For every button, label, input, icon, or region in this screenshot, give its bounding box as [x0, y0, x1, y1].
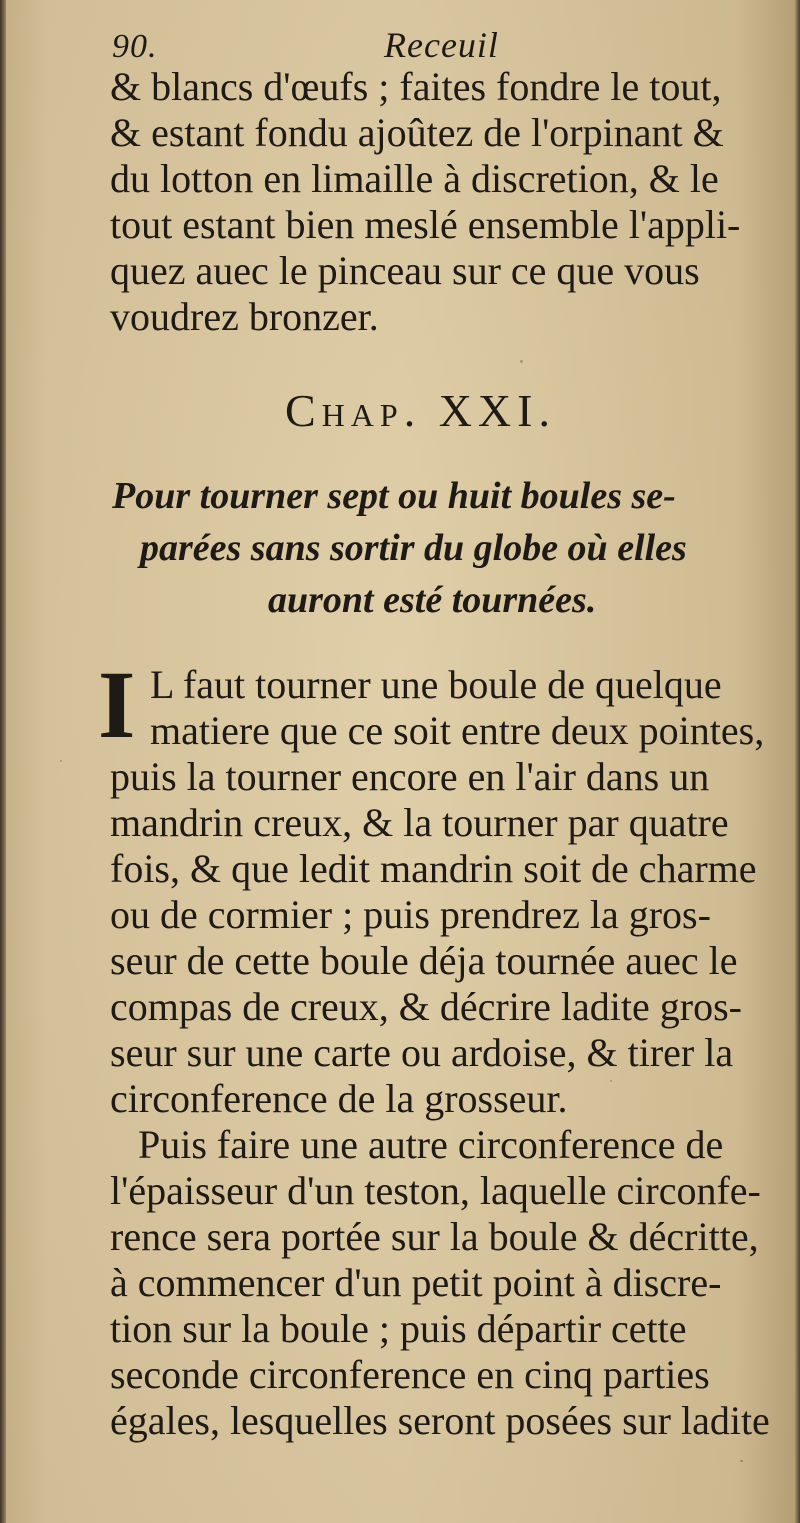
text-line: & estant fondu ajoûtez de l'orpinant & — [110, 110, 724, 155]
paper-speck — [740, 1460, 743, 1462]
subtitle-line: parées sans sortir du globe où elles — [140, 527, 687, 569]
running-title: Receuil — [384, 25, 499, 65]
text-line: l'épaisseur d'un teston, laquelle circonfe- — [110, 1168, 761, 1213]
text-line: mandrin creux, & la tourner par quatre — [110, 800, 729, 845]
text-line: voudrez bronzer. — [110, 294, 379, 339]
chapter-heading: Chap. XXI. — [285, 385, 556, 436]
text-line: tion sur la boule ; puis départir cette — [110, 1306, 687, 1351]
paper-speck — [60, 760, 62, 762]
text-line: fois, & que ledit mandrin soit de charme — [110, 846, 757, 891]
subtitle-line: auront esté tournées. — [268, 579, 597, 621]
subtitle-line: Pour tourner sept ou huit boules se- — [112, 475, 676, 517]
page-number: 90. — [112, 28, 158, 65]
chapter-subtitle — [100, 470, 800, 626]
text-line: circonference de la grosseur. — [110, 1076, 568, 1121]
text-line: L faut tourner une boule de quelque — [150, 662, 722, 707]
text-line: ou de cormier ; puis prendrez la gros- — [110, 892, 711, 937]
page-edge-right — [795, 0, 800, 1523]
text-line: rence sera portée sur la boule & décritte, — [110, 1214, 759, 1259]
text-line: égales, lesquelles seront posées sur ladite — [110, 1398, 770, 1443]
text-line: matiere que ce soit entre deux pointes, — [150, 708, 765, 753]
text-line: Puis faire une autre circonference de — [138, 1122, 724, 1167]
page-edge-left — [0, 0, 6, 1523]
text-line: tout estant bien meslé ensemble l'appli- — [110, 202, 741, 247]
paper-speck — [520, 360, 523, 363]
text-line: quez auec le pinceau sur ce que vous — [110, 248, 700, 293]
text-line: à commencer d'un petit point à discre- — [110, 1260, 722, 1305]
paper-speck — [610, 1080, 612, 1082]
text-line: compas de creux, & décrire ladite gros- — [110, 984, 742, 1029]
text-line: seur de cette boule déja tournée auec le — [110, 938, 738, 983]
text-line: puis la tourner encore en l'air dans un — [110, 754, 710, 799]
text-line: seur sur une carte ou ardoise, & tirer la — [110, 1030, 734, 1075]
chapter-body — [110, 662, 790, 1444]
text-line: seconde circonference en cinq parties — [110, 1352, 710, 1397]
text-line: & blancs d'œufs ; faites fondre le tout, — [110, 64, 722, 109]
drop-cap: I — [98, 651, 136, 758]
text-before-chapter — [110, 64, 790, 340]
text-line: du lotton en limaille à discretion, & le — [110, 156, 719, 201]
